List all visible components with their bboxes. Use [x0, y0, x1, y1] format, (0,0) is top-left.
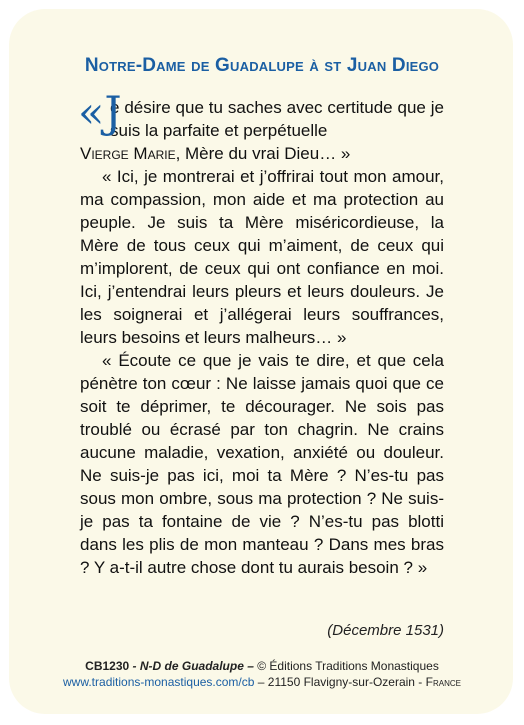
country: France	[425, 675, 461, 689]
paragraph-1-end: , Mère du vrai Dieu… »	[175, 144, 351, 163]
footer-reference	[0, 659, 524, 673]
website-link[interactable]: www.traditions-monastiques.com/cb	[63, 675, 255, 689]
ref-title: - N-D de Guadalupe –	[132, 659, 254, 673]
card-title: Notre-Dame de Guadalupe à st Juan Diego	[84, 55, 440, 76]
card-body	[78, 88, 444, 579]
paragraph-1-last-line	[80, 142, 444, 165]
publisher: © Éditions Traditions Monastiques	[253, 659, 439, 673]
paragraph-1-smallcaps: Vierge Marie	[80, 144, 176, 163]
footer-address	[0, 675, 524, 689]
paragraph-2: « Ici, je montrerai et j’offrirai tout mon amour, ma compassion, mon aide et ma protection au peuple. Je suis ta Mère miséricordieuse, la Mère de tous ceux qui m’aiment, de ceux qui m’implorent, de ceux qui ont confiance en moi. Ici, j’entendrai leurs pleurs et leurs douleurs. Je les soignerai et j’allégerai leurs souffrances, leurs besoins et leurs malheurs… »	[80, 167, 444, 347]
paragraph-1	[78, 88, 444, 165]
date-line: (Décembre 1531)	[327, 622, 444, 639]
postal-address: – 21150 Flavigny-sur-Ozerain -	[254, 675, 426, 689]
drop-cap	[78, 88, 122, 138]
drop-cap-quote: «	[78, 88, 105, 138]
ref-code: CB1230	[85, 659, 130, 673]
paragraph-3: « Écoute ce que je vais te dire, et que cela pénètre ton cœur : Ne laisse jamais quoi que ce soit te déprimer, te décourager. Ne sois pas troublé ou écrasé par ton chagrin. Ne crains aucune maladie, vexation, anxiété ou douleur. Ne suis-je pas ici, moi ta Mère ? N’es-tu pas sous mon ombre, sous ma protection ? Ne suis-je pas ta fontaine de vie ? N’es-tu pas blotti dans les plis de mon manteau ? Dans mes bras ? Y a-t-il autre chose dont tu aurais besoin ? »	[80, 351, 444, 577]
paragraph-1-text: e désire que tu saches avec certitude que je suis la parfaite et perpétuelle	[110, 98, 444, 140]
drop-cap-letter: J	[104, 88, 122, 138]
